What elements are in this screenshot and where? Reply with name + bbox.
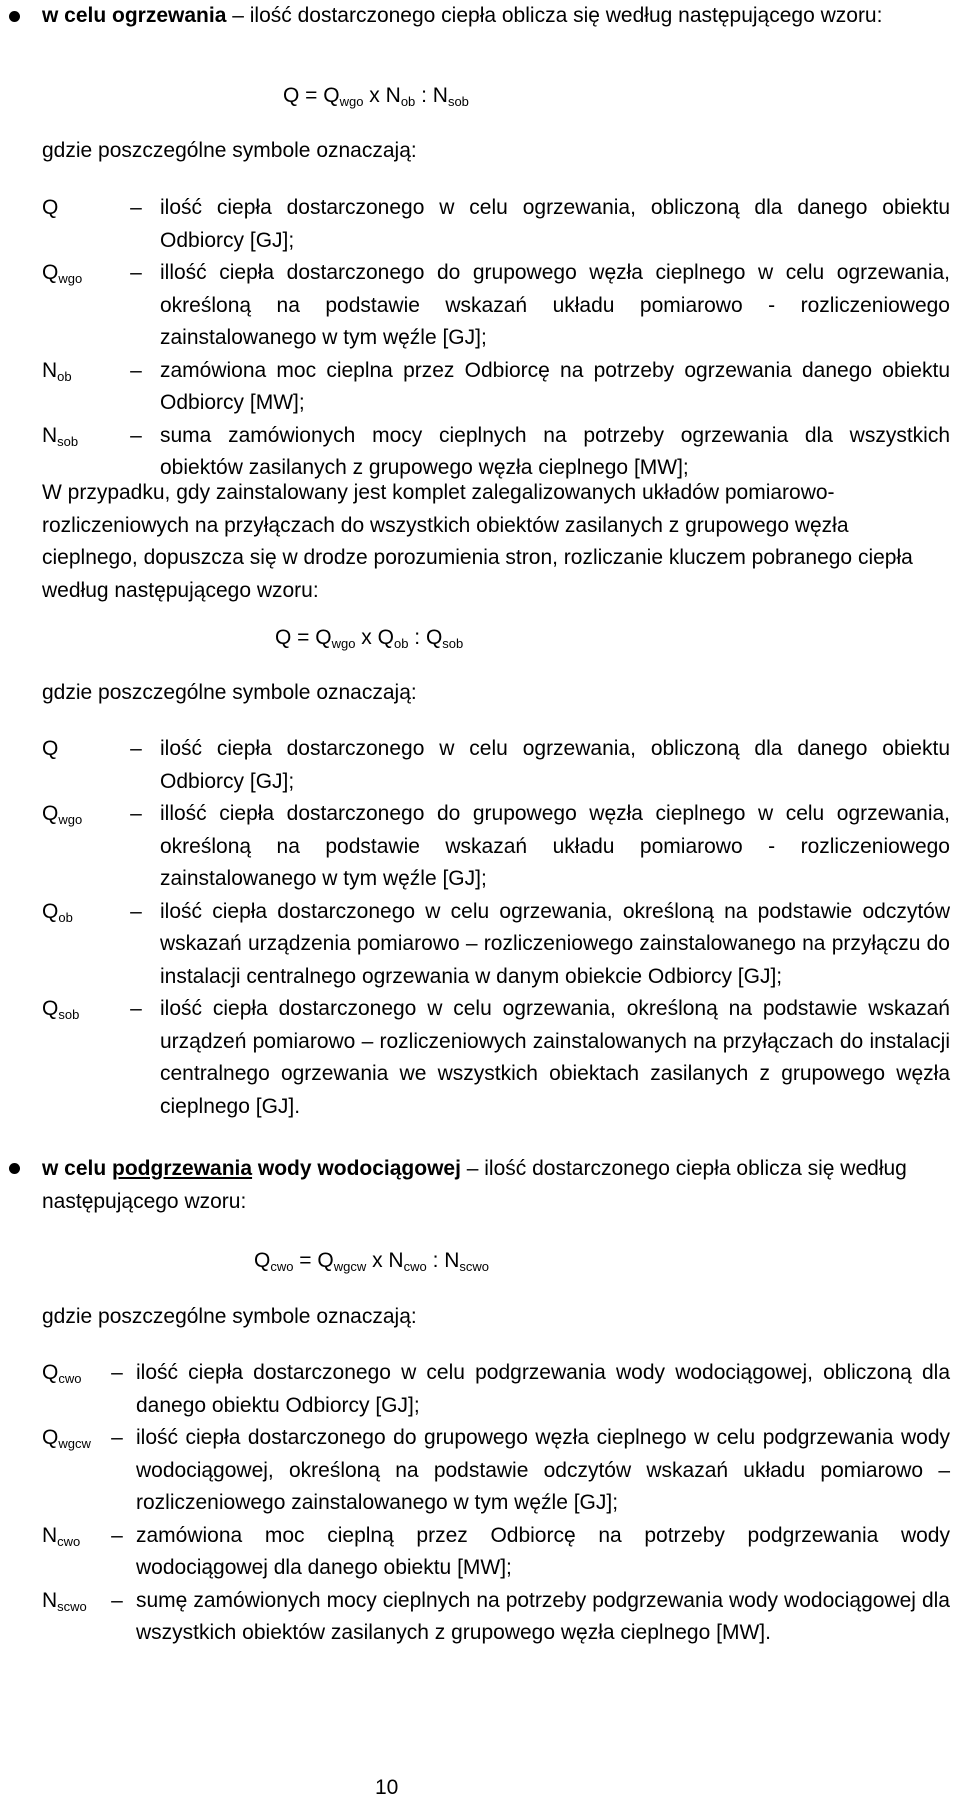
- definition-row: $Q_{wgo}$ – illość ciepła dostarczonego do grupowego węzła cieplnego w celu ogrzewania, określoną na podstawie wskazań układu pomiarowo - rozliczeniowego zainstalowanego w tym węźle [GJ];: [42, 802, 950, 890]
- section-cwu-lead: w celu podgrzewania wody wodociągowej – ilość dostarczonego ciepła oblicza się według następującego wzoru:: [42, 1157, 907, 1213]
- formula-2: $Q = Q_{wgo}$ x $Q_{ob}$ : $Q_{sob}$: [275, 626, 464, 651]
- page-number: 10: [375, 1776, 399, 1799]
- formula-1: $Q = Q_{wgo}$ x $N_{ob}$ : $N_{sob}$: [283, 84, 469, 109]
- definition-row: $Q_{wgo}$ – illość ciepła dostarczonego do grupowego węzła cieplnego w celu ogrzewania, określoną na podstawie wskazań układu pomiarowo - rozliczeniowego zainstalowanego w tym węźle [GJ];: [42, 261, 950, 349]
- settlement-paragraph: W przypadku, gdy zainstalowany jest komplet zalegalizowanych układów pomiarowo-rozliczeniowych na przyłączach do wszystkich obiektów zasilanych z grupowego węzła cieplnego, dopuszcza się w drodze porozumienia stron, rozliczanie kluczem pobranego ciepła według następującego wzoru:: [42, 481, 913, 602]
- lead-text: – ilość dostarczonego ciepła oblicza się według następującego wzoru:: [226, 4, 883, 27]
- definition-row: $Q_{cwo}$ – ilość ciepła dostarczonego w celu podgrzewania wody wodociągowej, obliczoną dla danego obiektu Odbiorcy [GJ];: [42, 1361, 950, 1417]
- definition-row: $Q_{wgcw}$ – ilość ciepła dostarczonego do grupowego węzła cieplnego w celu podgrzewania wody wodociągowej, określoną na podstawie odczytów wskazań układu pomiarowo – rozliczeniowego zainstalowanego w tym węźle [GJ];: [42, 1426, 950, 1514]
- definition-row: Q – ilość ciepła dostarczonego w celu ogrzewania, obliczoną dla danego obiektu Odbiorcy [GJ];: [42, 737, 950, 793]
- definition-row: $Q_{sob}$ – ilość ciepła dostarczonego w celu ogrzewania, określoną na podstawie wskazań urządzeń pomiarowo – rozliczeniowych zainstalowanych na przyłączach do instalacji centralnego ogrzewania we wszystkich obiektach zasilanych z grupowego węzła cieplnego [GJ].: [42, 997, 950, 1118]
- lead-bold: w celu ogrzewania: [42, 4, 227, 27]
- symbols-intro: gdzie poszczególne symbole oznaczają:: [42, 139, 417, 162]
- definition-row: $N_{sob}$ – suma zamówionych mocy cieplnych na potrzeby ogrzewania dla wszystkich obiektów zasilanych z grupowego węzła cieplnego [MW];: [42, 423, 950, 479]
- definition-row: $N_{ob}$ – zamówiona moc cieplna przez Odbiorcę na potrzeby ogrzewania danego obiektu Odbiorcy [MW];: [42, 358, 950, 414]
- symbols-intro: gdzie poszczególne symbole oznaczają:: [42, 1305, 417, 1328]
- definitions-list: [42, 192, 950, 485]
- formula-3: $Q_{cwo} = Q_{wgcw}$ x $N_{cwo}$ : $N_{scwo}$: [254, 1249, 490, 1274]
- definition-row: $N_{scwo}$ – sumę zamówionych mocy cieplnych na potrzeby podgrzewania wody wodociągowej dla wszystkich obiektów zasilanych z grupowego węzła cieplnego [MW].: [42, 1588, 950, 1644]
- definition-row: $N_{cwo}$ – zamówiona moc cieplną przez Odbiorcę na potrzeby podgrzewania wody wodociągowej dla danego obiektu [MW];: [42, 1523, 950, 1579]
- symbols-intro: gdzie poszczególne symbole oznaczają:: [42, 681, 417, 704]
- bullet-point: [9, 11, 20, 22]
- section-ogrzewanie-lead: [42, 0, 950, 33]
- bullet-point: [9, 1163, 20, 1174]
- definition-row: Q – ilość ciepła dostarczonego w celu ogrzewania, obliczoną dla danego obiektu Odbiorcy [GJ];: [42, 196, 950, 252]
- definition-row: $Q_{ob}$ – ilość ciepła dostarczonego w celu ogrzewania, określoną na podstawie odczytów wskazań urządzenia pomiarowo – rozliczeniowego zainstalowanego na przyłączu do instalacji centralnego ogrzewania w danym obiekcie Odbiorcy [GJ];: [42, 899, 950, 988]
- definitions-list: [42, 733, 950, 1123]
- definitions-list: [42, 1357, 950, 1650]
